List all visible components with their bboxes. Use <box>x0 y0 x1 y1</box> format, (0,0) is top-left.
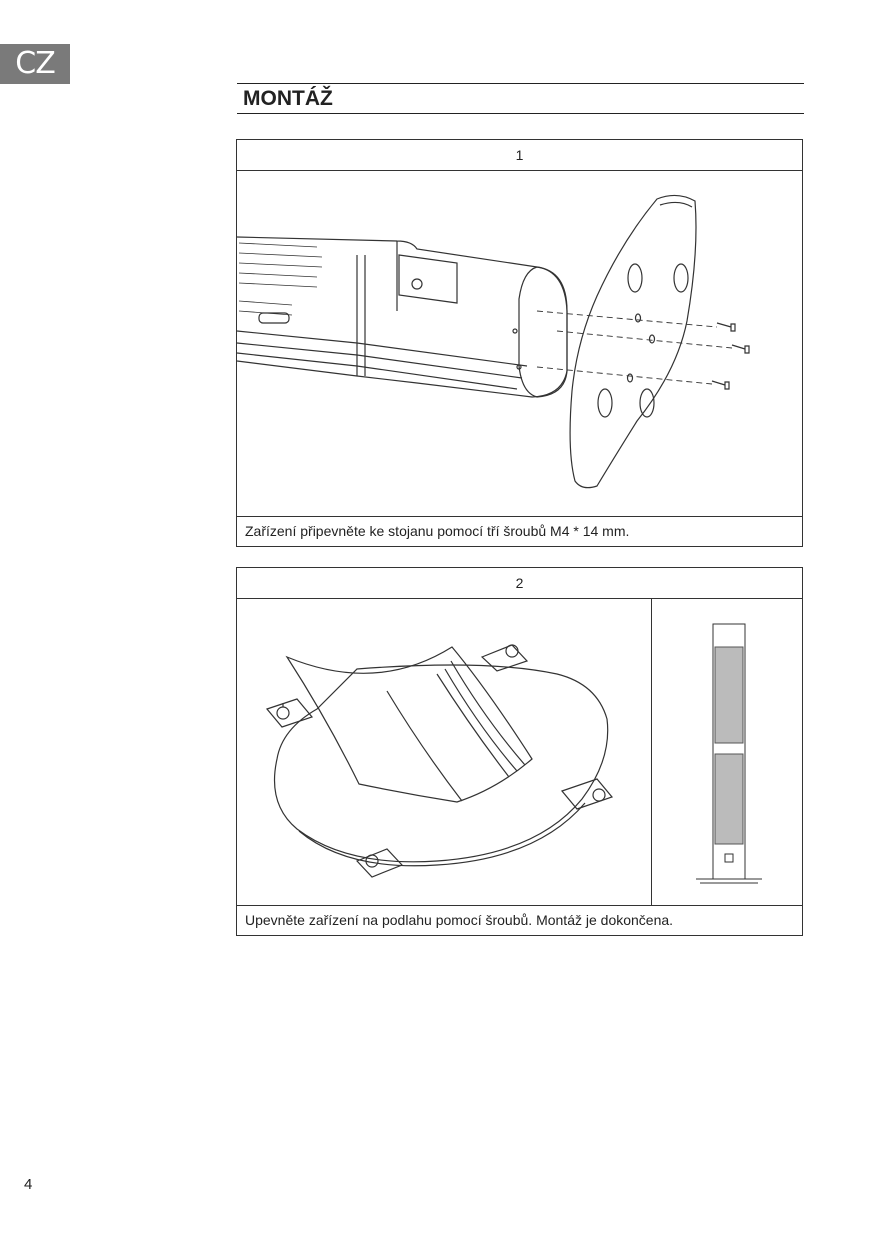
language-tab: CZ <box>0 44 70 84</box>
floor-mount-illustration <box>237 599 652 905</box>
heater-front-view-illustration <box>652 599 804 905</box>
step-1-box <box>236 139 803 547</box>
heater-front-drawing <box>652 599 804 905</box>
section-title: MONTÁŽ <box>243 87 333 110</box>
base-plate-drawing <box>237 599 651 905</box>
section-title-bar <box>237 83 804 114</box>
heater-stand-attachment-drawing <box>237 171 802 516</box>
step-2-box <box>236 567 803 936</box>
step-2-illustrations <box>237 599 802 906</box>
step-number: 1 <box>237 140 802 171</box>
step-1-illustration <box>237 171 802 517</box>
step-number: 2 <box>237 568 802 599</box>
page-number: 4 <box>24 1176 33 1193</box>
step-caption: Upevněte zařízení na podlahu pomocí šroubů. Montáž je dokončena. <box>245 912 674 928</box>
step-caption: Zařízení připevněte ke stojanu pomocí tří šroubů M4 * 14 mm. <box>245 523 630 539</box>
